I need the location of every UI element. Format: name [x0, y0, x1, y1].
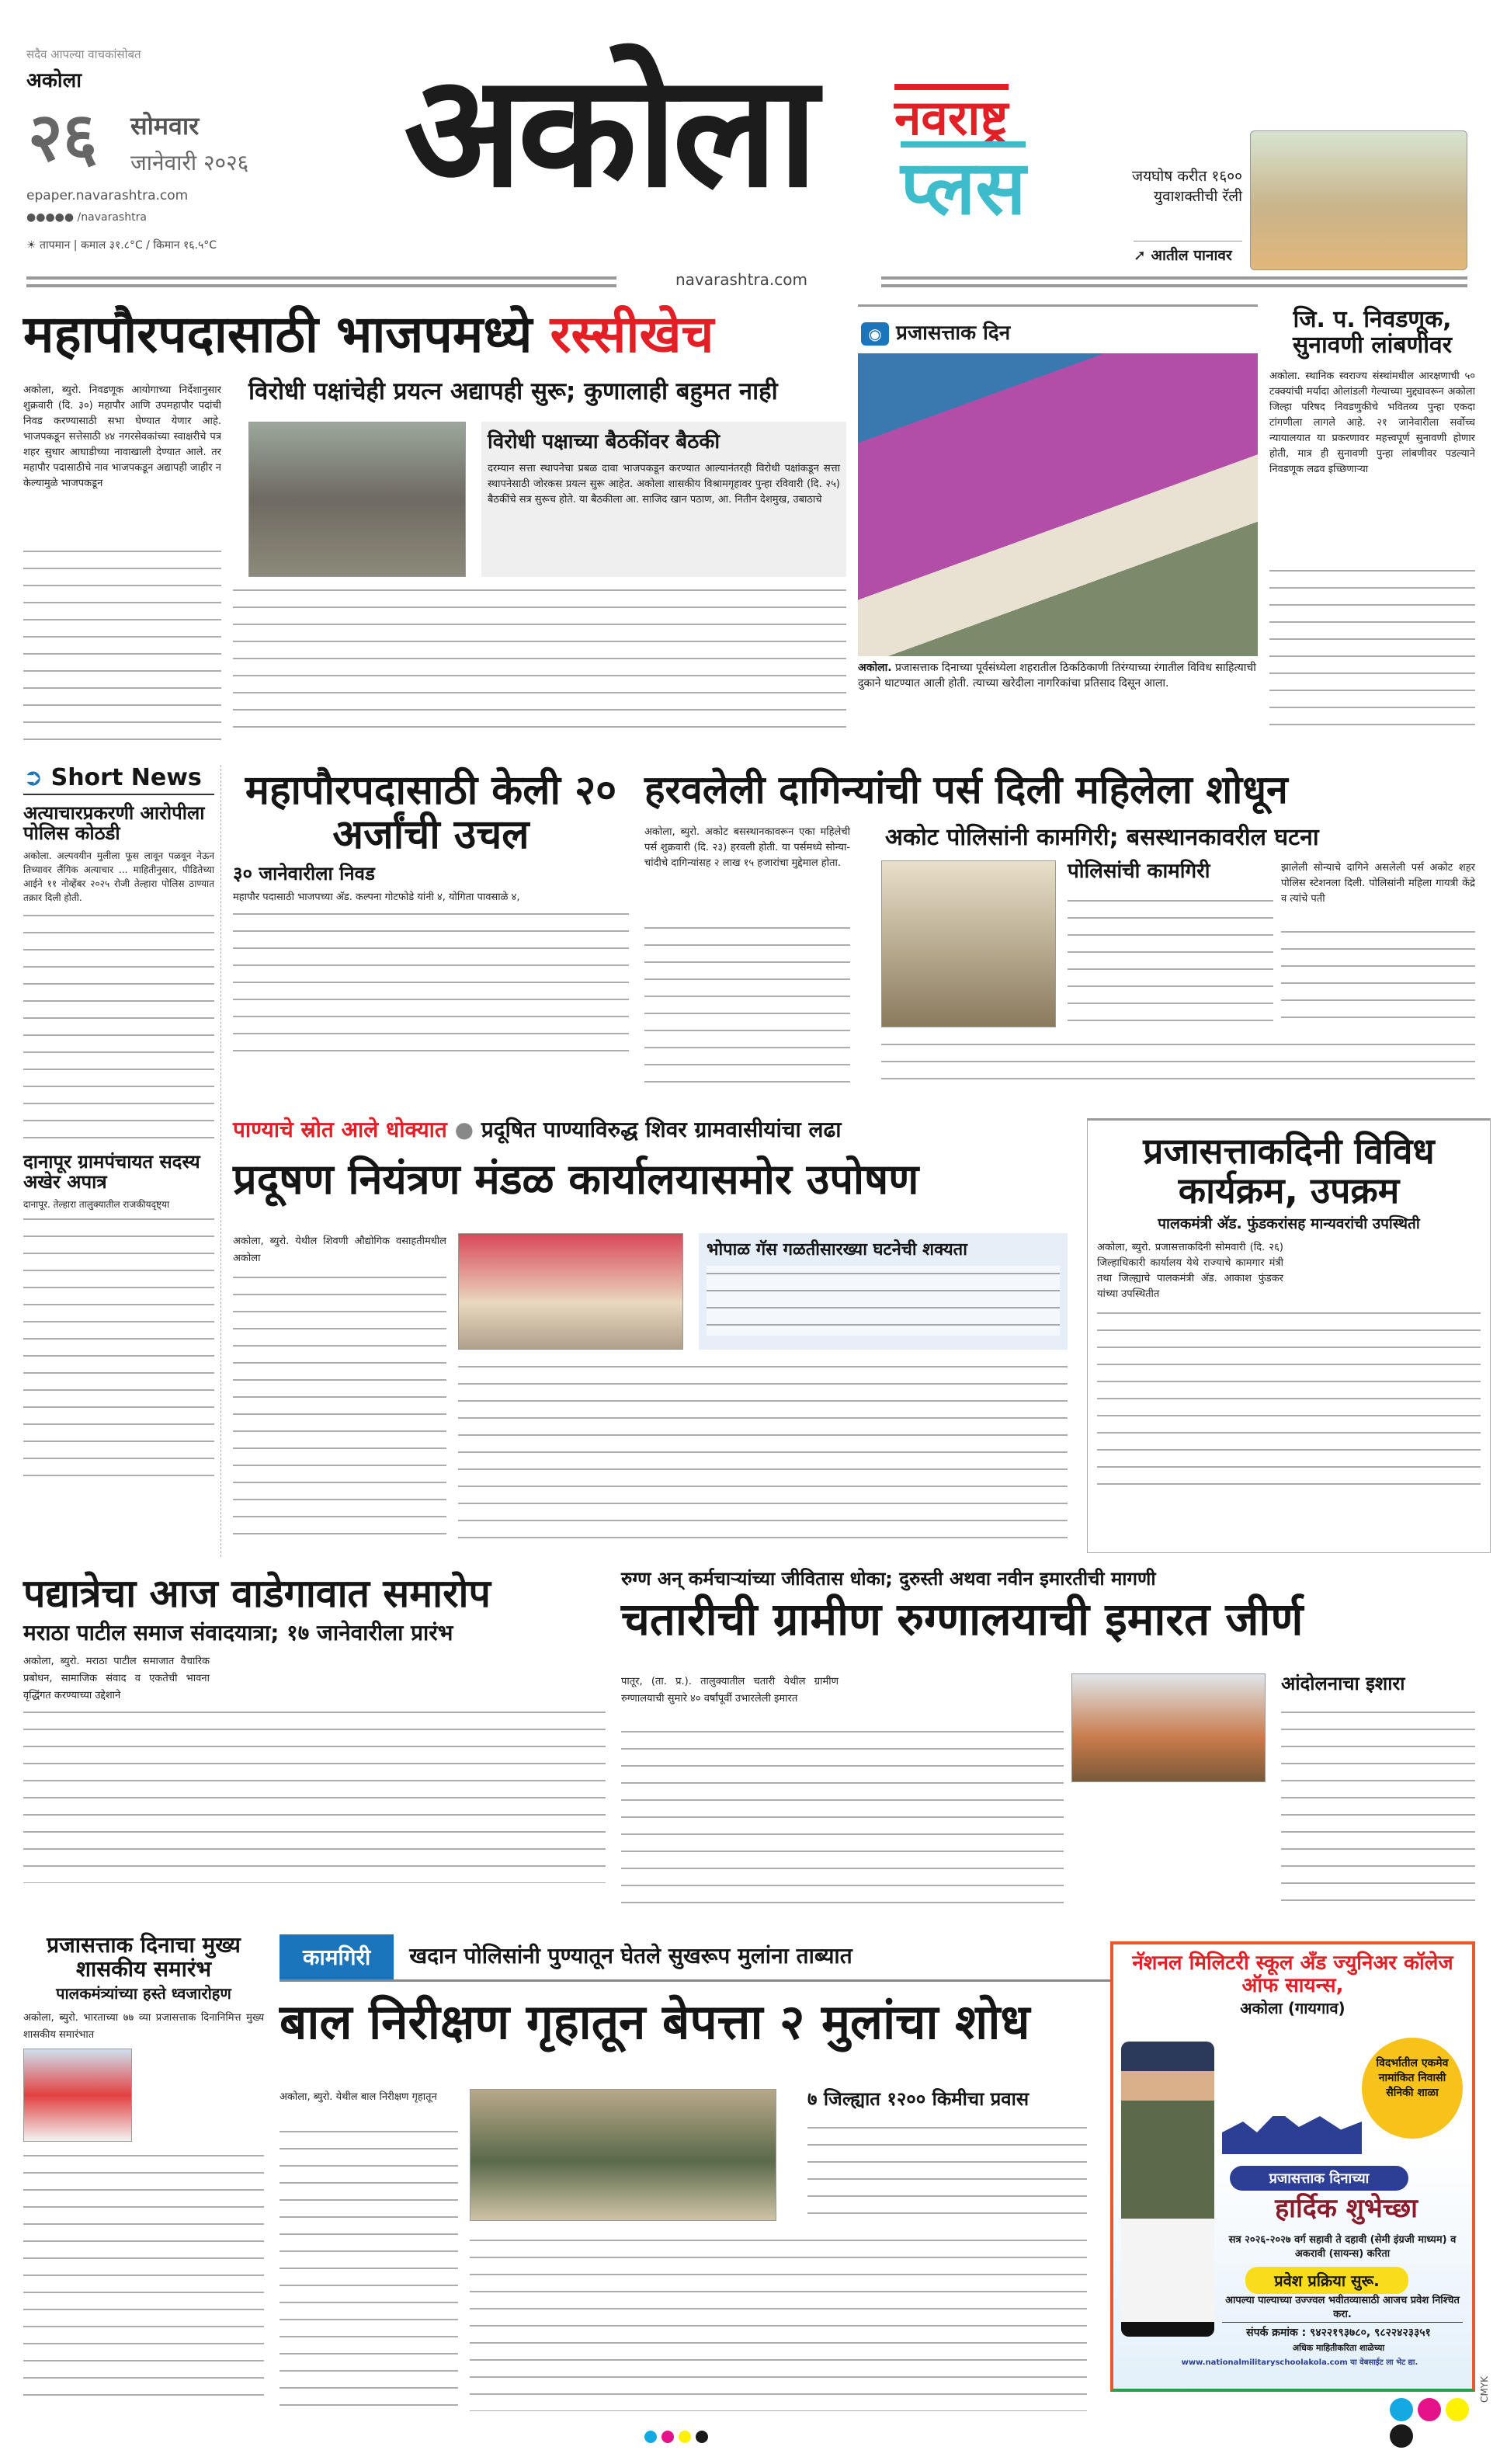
short-news-body: दानापूर. तेल्हारा तालुक्यातील राजकीयदृष्ट्या: [23, 1198, 170, 1210]
cmyk-label: CMYK: [1479, 2376, 1490, 2403]
mayor-forms-story: [233, 769, 629, 1103]
hospital-side-title: आंदोलनाचा इशारा: [1281, 1673, 1405, 1694]
mayor-forms-body: महापौर पदासाठी भाजपच्या अ‍ॅड. कल्पना गोटफोडे यांनी ४, योगिता पावसाळे ४,: [233, 891, 520, 903]
temp-max: कमाल ३१.८°C: [80, 239, 143, 252]
lead-body: अकोला, ब्युरो. निवडणूक आयोगाच्या निर्देशानुसार शुक्रवारी (दि. ३०) महापौर आणि उपमहापौर पदांची निवड करण्यासाठी सभा घेण्यात येणार आहे. भाजपकडून सत्तेसाठी ४४ नगरसेवकांच्या स्वाक्षरीचे पत्र शहर सुधार आघाडीच्या नावाखाली देण्यात आले. तर महापौर पदासाठीचे नाव भाजपकडून अद्यापही जाहीर न केल्यामुळे भाजपकडून: [23, 384, 221, 489]
short-news-body: अकोला. अल्पवयीन मुलीला फूस लावून पळवून नेऊन तिच्यावर लैंगिक अत्याचार ... माहितीनुसार, पीडितेच्या आईने ११ नोव्हेंबर २०२५ रोजी तेल्हारा पोलिस ठाण्यात तक्रार दिली होती.: [23, 850, 214, 903]
purse-story: [644, 769, 1475, 1103]
pollution-box: [699, 1233, 1068, 1350]
weekday: सोमवार: [130, 111, 200, 141]
padyatra-subhead: मराठा पाटील समाज संवादयात्रा; १७ जानेवारीला प्रारंभ: [23, 1620, 453, 1646]
month-year: जानेवारी २०२६: [130, 150, 249, 176]
cyan-dot: [644, 2431, 657, 2443]
ad-cadet-image: [1121, 2042, 1214, 2337]
ad-contact: संपर्क क्रमांक : ९४२२१९३७८०, ९८२२४२३३५१: [1246, 2327, 1431, 2339]
children-box-lines: [807, 2120, 1087, 2229]
zp-body-lines: [1269, 563, 1475, 726]
pollution-headline: प्रदूषण नियंत्रण मंडळ कार्यालयासमोर उपोषण: [233, 1154, 919, 1204]
ad-admission-button[interactable]: प्रवेश प्रक्रिया सुरू.: [1245, 2267, 1408, 2294]
children-columns: [470, 2233, 1087, 2411]
school-advertisement[interactable]: [1110, 1941, 1475, 2392]
youtube-icon[interactable]: ●: [54, 211, 64, 224]
zp-story: [1269, 307, 1475, 749]
padyatra-headline: पद्यात्रेचा आज वाडेगावात समारोप: [23, 1571, 491, 1616]
social-icons[interactable]: [26, 211, 147, 224]
yellow-dot: [1446, 2398, 1469, 2421]
logo-akola: अकोला: [404, 41, 814, 222]
lead-box-title: विरोधी पक्षाच्या बैठकींवर बैठकी: [488, 430, 720, 454]
camera-icon: ◉: [861, 322, 889, 346]
hospital-story: [621, 1569, 1475, 1914]
lead-subhead: विरोधी पक्षांचेही प्रयत्न अद्यापही सुरू; कुणालाही बहुमत नाही: [248, 377, 778, 405]
pollution-columns: [458, 1359, 1068, 1545]
purse-right-lines: [1281, 924, 1475, 1025]
ad-cta: आपल्या पाल्याच्या उज्ज्वल भवीतव्यासाठी आजच प्रवेश निश्चित करा.: [1222, 2294, 1463, 2323]
republic-events-lines: [1097, 1305, 1481, 1492]
bullet-icon: ●: [454, 1117, 474, 1142]
children-lines: [280, 2124, 458, 2411]
logo-plus: प्लस: [901, 141, 1026, 230]
lead-photo: [248, 422, 466, 577]
zp-headline: जि. प. निवडणूक, सुनावणी लांबणीवर: [1293, 306, 1452, 359]
children-kicker-bar: [280, 1934, 1110, 1982]
black-dot: [696, 2431, 708, 2443]
padyatra-body: अकोला, ब्युरो. मराठा पाटील समाजात वैचारिक प्रबोधन, सामाजिक संवाद व एकतेची भावना वृद्धिंगत करण्याच्या उद्देशाने: [23, 1655, 210, 1701]
arrow-icon: ➲: [23, 764, 43, 791]
ad-school-name: नॅशनल मिलिटरी स्कूल अँड ज्युनिअर कॉलेज ऑफ सायन्स,: [1132, 1951, 1453, 1997]
hospital-body: पातूर, (ता. प्र.). तालुक्यातील चतारी येथील ग्रामीण रुग्णालयाची सुमारे ४० वर्षांपूर्वी उभारलेली इमारत: [621, 1676, 839, 1705]
purse-bottom-lines: [881, 1037, 1475, 1095]
republic-events-body: अकोला, ब्युरो. प्रजासत्ताकदिनी सोमवारी (दि. २६) जिल्हाधिकारी कार्यालय येथे राज्याचे कामगार मंत्री तथा जिल्ह्याचे पालकमंत्री अ‍ॅड. आकाश फुंडकर यांच्या उपस्थितीत: [1097, 1242, 1283, 1301]
republic-main-subhead: पालकमंत्र्यांच्या हस्ते ध्वजारोहण: [56, 1983, 231, 2003]
lead-box: [481, 422, 846, 577]
mayor-forms-subhead: ३० जानेवारीला निवड: [233, 863, 375, 885]
republic-events-headline: प्रजासत्ताकदिनी विविध कार्यक्रम, उपक्रम: [1143, 1130, 1435, 1211]
purse-body: अकोला, ब्युरो. अकोट बसस्थानकावरून एका महिलेची पर्स शुक्रवारी (दि. २३) हरवली होती. या पर्समध्ये सोन्या-चांदीचे दागिन्यांसह २ लाख १५ हजारांचा मुद्देमाल होता.: [644, 826, 850, 869]
short-news-title: अत्याचारप्रकरणी आरोपीला पोलिस कोठडी: [23, 802, 205, 845]
hospital-lines: [621, 1724, 1064, 1910]
children-box-title: ७ जिल्ह्यात १२०० किमीचा प्रवास: [807, 2088, 1030, 2110]
facebook-icon[interactable]: ●: [26, 211, 36, 224]
padyatra-lines: [23, 1705, 606, 1883]
instagram-icon[interactable]: ●: [36, 211, 46, 224]
magenta-dot: [1418, 2398, 1441, 2421]
website[interactable]: navarashtra.com: [675, 270, 807, 289]
ad-more-info: अधिक माहितीकरिता शाळेच्या: [1292, 2343, 1385, 2353]
purse-lines: [644, 920, 850, 1095]
hospital-side-lines: [1281, 1705, 1475, 1910]
linkedin-icon[interactable]: ●: [64, 211, 75, 224]
lead-body-lines: [23, 544, 221, 742]
purse-headline: हरवलेली दागिन्यांची पर्स दिली महिलेला शोधून: [644, 767, 1288, 812]
purse-box-title: पोलिसांची कामगिरी: [1068, 860, 1210, 883]
arrow-icon: ➚: [1134, 247, 1146, 264]
republic-main-body: अकोला, ब्युरो. भारताच्या ७७ व्या प्रजासत्ताक दिनानिमित्त मुख्य शासकीय समारंभात: [23, 2011, 264, 2041]
lead-columns: [233, 582, 846, 742]
pollution-lines: [233, 1270, 446, 1545]
pollution-story: [233, 1118, 1068, 1553]
children-story: [280, 1934, 1110, 2415]
city: अकोला: [26, 69, 82, 92]
lead-headline-red: रस्सीखेच: [550, 304, 714, 364]
pollution-body: अकोला, ब्युरो. येथील शिवणी औद्योगिक वसाहतीमधील अकोला: [233, 1235, 446, 1264]
short-news-title: दानापूर ग्रामपंचायत सदस्य अखेर अपात्र: [23, 1150, 200, 1194]
magenta-dot: [661, 2431, 674, 2443]
black-dot: [1390, 2424, 1413, 2448]
ad-banner: प्रजासत्ताक दिनाच्या: [1230, 2166, 1408, 2191]
temp-min: किमान १६.५°C: [153, 239, 217, 252]
children-headline: बाल निरीक्षण गृहातून बेपत्ता २ मुलांचा शोध: [280, 1993, 1030, 2050]
lead-headline: महापौरपदासाठी भाजपमध्ये रस्सीखेच: [23, 304, 714, 364]
photo-feature-header: ◉ प्रजासत्ताक दिन: [858, 307, 1258, 346]
x-icon[interactable]: ●: [45, 211, 55, 224]
lead-story: [23, 304, 846, 749]
masthead-rule-left: [26, 276, 616, 287]
short-news: [23, 765, 221, 1557]
date-day: २६: [28, 99, 98, 176]
short-news-header: ➲ Short News: [23, 765, 214, 795]
mayor-forms-headline: महापौरपदासाठी केली २० अर्जांची उचल: [245, 767, 617, 859]
ad-greeting: हार्दिक शुभेच्छा: [1275, 2193, 1418, 2224]
photo-feature-image: [858, 353, 1258, 656]
padyatra-story: [23, 1573, 606, 1914]
republic-events-story: [1087, 1118, 1491, 1553]
children-body: अकोला, ब्युरो. येथील बाल निरीक्षण गृहातून: [280, 2091, 437, 2103]
tagline: सदैव आपल्या वाचकांसोबत: [26, 47, 141, 61]
purse-box-lines: [1068, 893, 1273, 1025]
republic-main-photo: [23, 2049, 132, 2142]
pollution-kicker: पाण्याचे स्रोत आले धोक्यात ● प्रदूषित पाण्याविरुद्ध शिवर ग्रामवासीयांचा लढा: [233, 1117, 842, 1142]
zp-body: अकोला. स्थानिक स्वराज्य संस्थांमधील आरक्षणाची ५० टक्क्यांची मर्यादा ओलांडली गेल्याच्या मुद्द्यावरून अकोला जिल्हा परिषद निवडणुकीचे भवितव्य पुन्हा एकदा टांगणीला लागले आहे. २१ जानेवारीला सर्वोच्च न्यायालयात या प्रकरणावर महत्त्वपूर्ण सुनावणी होणार होती, मात्र ही सुनावणी पुन्हा लांबणीवर पडल्याने निवडणूक लढव इच्छिणाऱ्या: [1269, 370, 1475, 475]
social-handle: /navarashtra: [77, 211, 147, 224]
cmyk-marks: [1390, 2398, 1500, 2451]
short-news-lines: [23, 1211, 214, 1491]
weather-label: तापमान: [40, 239, 71, 252]
masthead: [0, 0, 1500, 295]
ad-skyline: [1222, 2100, 1362, 2154]
ad-website[interactable]: www.nationalmilitaryschoolakola.com या वेबसाईट ला भेट द्या.: [1181, 2358, 1418, 2367]
hospital-headline: चतारीची ग्रामीण रुग्णालयाची इमारत जीर्ण: [621, 1593, 1304, 1646]
republic-main-headline: प्रजासत्ताक दिनाचा मुख्य शासकीय समारंभ: [47, 1932, 241, 1982]
teaser-link[interactable]: ➚ आतील पानावर: [1134, 241, 1242, 265]
purse-right-body: झालेली सोन्याचे दागिने असलेली पर्स अकोट शहर पोलिस स्टेशनला दिली. पोलिसांनी महिला गायत्री केंद्रे व त्यांचे पती: [1281, 862, 1475, 905]
republic-main-story: [23, 1934, 264, 2415]
republic-main-lines: [23, 2148, 264, 2396]
lead-box-body: दरम्यान सत्ता स्थापनेचा प्रबळ दावा भाजपकडून करण्यात आल्यानंतरही विरोधी पक्षांकडून सत्ता स्थापनेसाठी जोरकस प्रयत्न सुरू आहेत. अकोला शासकीय विश्रामगृहावर पुन्हा रविवारी (दि. २५) बैठकींचे सत्र सुरूच होते. या बैठकीला आ. साजिद खान पठाण, आ. नितीन देशमुख, उबाठाचे: [488, 462, 840, 506]
cyan-dot: [1390, 2398, 1413, 2421]
epaper-link[interactable]: epaper.navarashtra.com: [26, 188, 189, 203]
pollution-kicker-red: पाण्याचे स्रोत आले धोक्यात: [233, 1117, 447, 1142]
photo-feature: [858, 304, 1258, 747]
pollution-box-title: भोपाळ गॅस गळतीसारख्या घटनेची शक्यता: [707, 1240, 967, 1260]
registration-dots: [644, 2431, 713, 2446]
teaser-photo: [1250, 130, 1467, 270]
pollution-box-lines: [707, 1266, 1060, 1336]
mayor-forms-lines: [233, 906, 629, 1062]
pollution-photo: [458, 1233, 683, 1350]
republic-events-subhead: पालकमंत्री अ‍ॅड. फुंडकरांसह मान्यवरांची उपस्थिती: [1158, 1215, 1420, 1233]
ad-session: सत्र २०२६-२०२७ वर्ग सहावी ते दहावी (सेमी इंग्रजी माध्यम) व अकरावी (सायन्स) करिता: [1228, 2234, 1457, 2261]
short-news-lines: [23, 908, 214, 1141]
ad-location: अकोला (गायगाव): [1240, 1999, 1345, 2018]
hospital-kicker: रुग्ण अन् कर्मचाऱ्यांच्या जीवितास धोका; दुरुस्ती अथवा नवीन इमारतीची मागणी: [621, 1568, 1156, 1590]
ad-badge: विदर्भातील एकमेव नामांकित निवासी सैनिकी शाळा: [1362, 2038, 1463, 2139]
children-kicker: खदान पोलिसांनी पुण्यातून घेतले सुखरूप मुलांना ताब्यात: [409, 1943, 852, 1969]
weather: ☀ तापमान | कमाल ३१.८°C / किमान १६.५°C: [26, 239, 217, 252]
weather-icon: ☀: [26, 239, 36, 252]
masthead-rule-right: [881, 276, 1467, 287]
children-tag: कामगिरी: [280, 1934, 394, 1979]
purse-subhead: अकोट पोलिसांनी कामगिरी; बसस्थानकावरील घटना: [885, 824, 1319, 851]
purse-photo: [881, 860, 1056, 1027]
photo-feature-caption: अकोला. प्रजासत्ताक दिनाच्या पूर्वसंध्येला शहरातील ठिकठिकाणी तिरंग्याच्या रंगातील विविध साहित्याची दुकाने थाटण्यात आली होती. त्याच्या खरेदीला नागरिकांचा प्रतिसाद दिसून आला.: [858, 662, 1256, 690]
yellow-dot: [679, 2431, 691, 2443]
teaser-text: जयघोष करीत १६०० युवाशक्तीची रॅली: [1132, 168, 1242, 205]
hospital-photo: [1071, 1673, 1266, 1782]
logo-navarashtra: नवराष्ट्र: [894, 84, 1009, 144]
children-photo: [470, 2089, 776, 2221]
